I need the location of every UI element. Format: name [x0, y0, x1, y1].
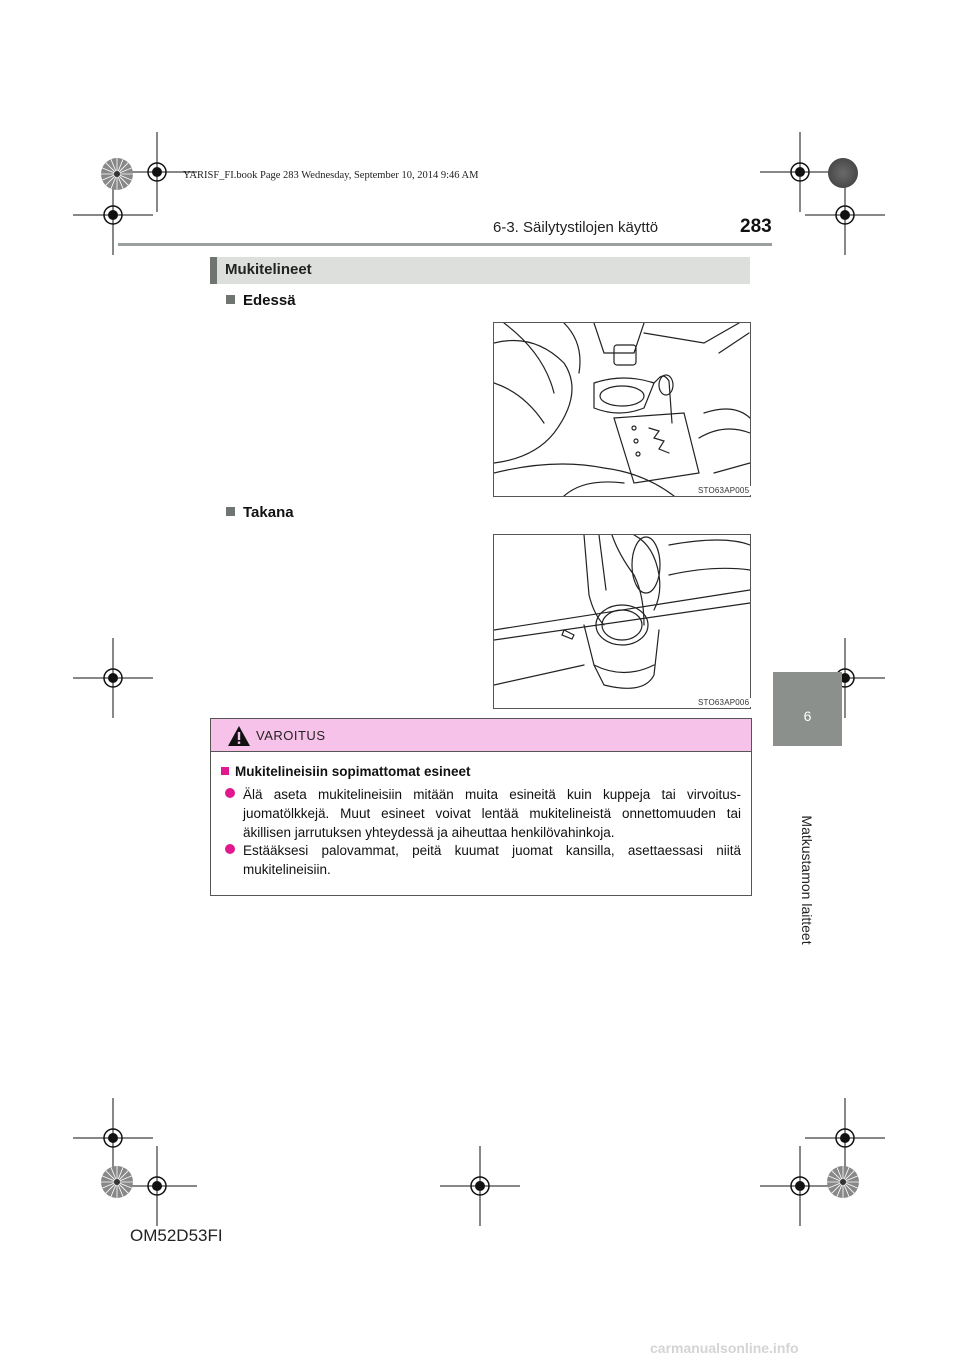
warning-box	[210, 718, 752, 896]
warning-triangle-icon	[227, 725, 251, 747]
heading-accent	[210, 257, 217, 284]
subsection-title-front-text: Edessä	[243, 292, 296, 309]
starburst-mark-icon	[100, 157, 134, 191]
warning-bullet	[225, 785, 741, 842]
warning-bullet-text: Estääksesi palovammat, peitä kuumat juomat kansilla, asettaessasi niitä mukitelineisiin.	[243, 843, 741, 877]
footer-manual-code: OM52D53FI	[130, 1226, 223, 1245]
warning-header	[211, 719, 751, 752]
warning-subtitle-text: Mukitelineisiin sopimattomat esineet	[235, 764, 471, 779]
section-heading: Mukitelineet	[225, 261, 312, 278]
registration-mark-icon	[440, 1146, 520, 1226]
book-stamp: YARISF_FI.book Page 283 Wednesday, September 10, 2014 9:46 AM	[183, 170, 479, 181]
warning-label: VAROITUS	[256, 728, 326, 743]
warning-bullet-text: Älä aseta mukitelineisiin mitään muita esineitä kuin kuppeja tai virvoitus-juomatölkkejä. Muut esineet voivat lentää mukitelineistä onnettomuuden tai äkillisen jarrutuksen yhteydessä ja aiheuttaa henkilövahinkoja.	[243, 787, 741, 840]
figure-code-rear: STO63AP006	[698, 698, 750, 707]
watermark: carmanualsonline.info	[650, 1340, 799, 1356]
figure-rear-cupholder	[493, 534, 751, 709]
bullet-dot-icon	[225, 788, 235, 798]
subsection-title-rear-text: Takana	[243, 504, 294, 521]
section-title: 6-3. Säilytystilojen käyttö	[493, 219, 659, 236]
warning-bullet	[225, 841, 741, 879]
square-bullet-icon	[221, 767, 229, 775]
figure-code-front: STO63AP005	[698, 486, 750, 495]
bullet-dot-icon	[225, 844, 235, 854]
front-cupholder-illustration	[494, 323, 750, 496]
subsection-title-rear	[226, 504, 294, 521]
warning-subtitle	[221, 764, 471, 779]
page-number: 283	[740, 216, 772, 237]
dark-registration-dot-icon	[828, 158, 858, 188]
figure-front-cupholder	[493, 322, 751, 497]
header-rule	[118, 243, 772, 246]
section-heading-bar	[210, 257, 750, 284]
registration-mark-icon	[73, 638, 153, 718]
subsection-title-front	[226, 292, 296, 309]
chapter-number: 6	[803, 708, 812, 724]
chapter-title: Matkustamon laitteet	[799, 815, 815, 945]
square-bullet-icon	[226, 295, 235, 304]
chapter-tab	[773, 672, 842, 746]
rear-cupholder-illustration	[494, 535, 750, 708]
starburst-mark-icon	[100, 1165, 134, 1199]
square-bullet-icon	[226, 507, 235, 516]
starburst-mark-icon	[826, 1165, 860, 1199]
